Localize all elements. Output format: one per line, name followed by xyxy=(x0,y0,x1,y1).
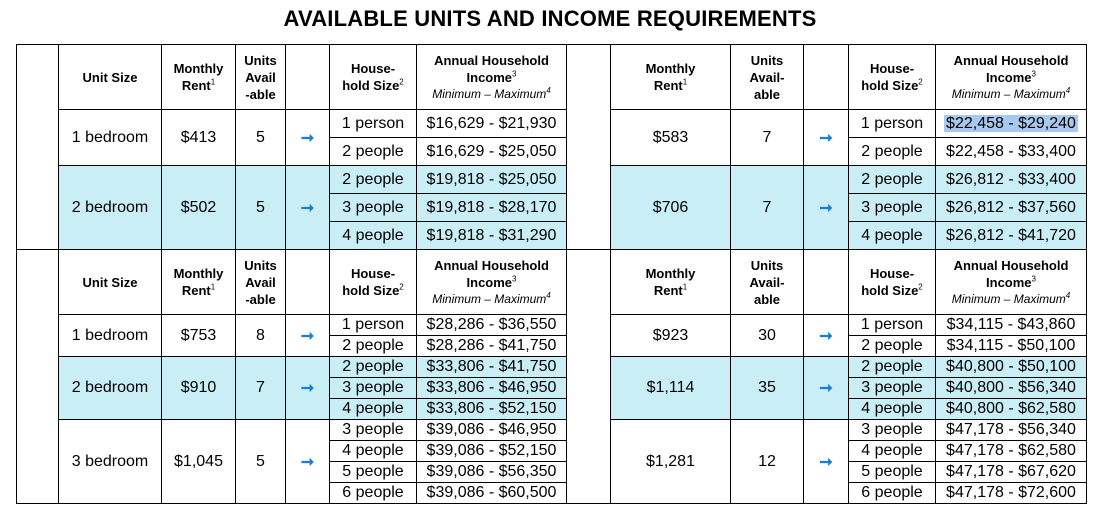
income-cell: $33,806 - $41,750 xyxy=(417,357,567,378)
section-label-50-ami xyxy=(17,250,59,504)
table-row xyxy=(17,357,1087,378)
income-cell: $47,178 - $62,580 xyxy=(936,441,1087,462)
arrow-right-icon: ➞ xyxy=(804,110,849,166)
household-cell: 2 people xyxy=(330,166,417,194)
header-monthly-rent: Monthly Rent$^1$ xyxy=(162,250,236,315)
units-cell: 7 xyxy=(731,110,804,166)
income-cell: $33,806 - $46,950 xyxy=(417,378,567,399)
income-cell: $19,818 - $31,290 xyxy=(417,222,567,250)
header-annual-income: Annual Household Income$^3$ Minimum – Maximum$^4$ xyxy=(417,250,567,315)
household-cell: 3 people xyxy=(849,420,936,441)
income-cell: $34,115 - $43,860 xyxy=(936,315,1087,336)
income-cell: $34,115 - $50,100 xyxy=(936,336,1087,357)
household-cell: 4 people xyxy=(330,399,417,420)
income-cell: $33,806 - $52,150 xyxy=(417,399,567,420)
rent-cell: $583 xyxy=(611,110,731,166)
household-cell: 3 people xyxy=(330,420,417,441)
units-cell: 7 xyxy=(236,357,286,420)
rent-cell: $413 xyxy=(162,110,236,166)
header-annual-income: Annual Household Income$^3$ Minimum – Maximum$^4$ xyxy=(936,250,1087,315)
household-cell: 5 people xyxy=(849,462,936,483)
table-row xyxy=(17,110,1087,138)
arrow-right-icon: ➞ xyxy=(286,420,330,504)
units-cell: 5 xyxy=(236,420,286,504)
rent-cell: $706 xyxy=(611,166,731,250)
unit-size-cell: 1 bedroom xyxy=(59,110,162,166)
header-annual-income: Annual Household Income$^3$ Minimum – Maximum$^4$ xyxy=(936,45,1087,110)
rent-cell: $1,114 xyxy=(611,357,731,420)
income-cell: $26,812 - $37,560 xyxy=(936,194,1087,222)
units-cell: 5 xyxy=(236,166,286,250)
header-monthly-rent: Monthly Rent$^1$ xyxy=(611,45,731,110)
income-cell: $39,086 - $52,150 xyxy=(417,441,567,462)
arrow-right-icon: ➞ xyxy=(286,315,330,357)
arrow-right-icon: ➞ xyxy=(286,166,330,250)
selected-text-highlight[interactable]: $22,458 - $29,240 xyxy=(946,114,1076,132)
income-cell: $40,800 - $56,340 xyxy=(936,378,1087,399)
unit-size-cell: 1 bedroom xyxy=(59,315,162,357)
income-cell: $39,086 - $60,500 xyxy=(417,483,567,504)
income-cell: $40,800 - $62,580 xyxy=(936,399,1087,420)
income-cell: $16,629 - $25,050 xyxy=(417,138,567,166)
rent-cell: $1,281 xyxy=(611,420,731,504)
household-cell: 2 people xyxy=(849,138,936,166)
header-arrow-blank xyxy=(804,45,849,110)
header-monthly-rent: Monthly Rent$^1$ xyxy=(162,45,236,110)
household-cell: 2 people xyxy=(330,336,417,357)
units-cell: 8 xyxy=(236,315,286,357)
household-cell: 4 people xyxy=(330,222,417,250)
household-cell: 1 person xyxy=(849,315,936,336)
section-label-30-ami xyxy=(17,45,59,250)
table-header-row xyxy=(17,45,1087,110)
income-cell: $16,629 - $21,930 xyxy=(417,110,567,138)
header-units-available: Units Avail -able xyxy=(236,45,286,110)
household-cell: 2 people xyxy=(849,357,936,378)
unit-size-cell: 2 bedroom xyxy=(59,357,162,420)
header-household-size: House- hold Size$^2$ xyxy=(330,250,417,315)
income-cell: $28,286 - $41,750 xyxy=(417,336,567,357)
income-cell: $40,800 - $50,100 xyxy=(936,357,1087,378)
arrow-right-icon: ➞ xyxy=(804,420,849,504)
household-cell: 1 person xyxy=(849,110,936,138)
table-row xyxy=(17,166,1087,194)
header-arrow-blank xyxy=(286,250,330,315)
header-units-available: Units Avail- able xyxy=(731,45,804,110)
units-income-table xyxy=(16,44,1087,504)
income-cell xyxy=(936,110,1087,138)
units-cell: 35 xyxy=(731,357,804,420)
household-cell: 1 person xyxy=(330,110,417,138)
header-arrow-blank xyxy=(804,250,849,315)
header-arrow-blank xyxy=(286,45,330,110)
household-cell: 2 people xyxy=(849,336,936,357)
household-cell: 4 people xyxy=(849,399,936,420)
units-cell: 30 xyxy=(731,315,804,357)
household-cell: 4 people xyxy=(849,222,936,250)
table-row xyxy=(17,420,1087,441)
page-title: AVAILABLE UNITS AND INCOME REQUIREMENTS xyxy=(283,6,817,31)
section-label-40-ami xyxy=(567,45,611,250)
household-cell: 6 people xyxy=(849,483,936,504)
units-cell: 5 xyxy=(236,110,286,166)
header-units-available: Units Avail- able xyxy=(731,250,804,315)
rent-cell: $753 xyxy=(162,315,236,357)
table-row xyxy=(17,315,1087,336)
header-units-available: Units Avail -able xyxy=(236,250,286,315)
income-cell: $28,286 - $36,550 xyxy=(417,315,567,336)
income-cell: $19,818 - $28,170 xyxy=(417,194,567,222)
income-cell: $47,178 - $56,340 xyxy=(936,420,1087,441)
header-household-size: House- hold Size$^2$ xyxy=(849,250,936,315)
income-cell: $26,812 - $33,400 xyxy=(936,166,1087,194)
income-cell: $39,086 - $56,350 xyxy=(417,462,567,483)
header-unit-size: Unit Size xyxy=(59,250,162,315)
header-household-size: House- hold Size$^2$ xyxy=(849,45,936,110)
income-cell: $19,818 - $25,050 xyxy=(417,166,567,194)
income-cell: $22,458 - $33,400 xyxy=(936,138,1087,166)
income-cell: $26,812 - $41,720 xyxy=(936,222,1087,250)
header-annual-income: Annual Household Income$^3$ Minimum – Maximum$^4$ xyxy=(417,45,567,110)
unit-size-cell: 3 bedroom xyxy=(59,420,162,504)
rent-cell: $910 xyxy=(162,357,236,420)
household-cell: 2 people xyxy=(330,357,417,378)
income-cell: $47,178 - $67,620 xyxy=(936,462,1087,483)
header-unit-size: Unit Size xyxy=(59,45,162,110)
income-cell: $39,086 - $46,950 xyxy=(417,420,567,441)
section-label-60-ami xyxy=(567,250,611,504)
household-cell: 4 people xyxy=(330,441,417,462)
arrow-right-icon: ➞ xyxy=(804,357,849,420)
rent-cell: $923 xyxy=(611,315,731,357)
household-cell: 2 people xyxy=(849,166,936,194)
household-cell: 4 people xyxy=(849,441,936,462)
header-monthly-rent: Monthly Rent$^1$ xyxy=(611,250,731,315)
arrow-right-icon: ➞ xyxy=(804,166,849,250)
rent-cell: $502 xyxy=(162,166,236,250)
arrow-right-icon: ➞ xyxy=(286,357,330,420)
household-cell: 3 people xyxy=(330,194,417,222)
header-household-size: House- hold Size$^2$ xyxy=(330,45,417,110)
unit-size-cell: 2 bedroom xyxy=(59,166,162,250)
arrow-right-icon: ➞ xyxy=(804,315,849,357)
household-cell: 5 people xyxy=(330,462,417,483)
household-cell: 2 people xyxy=(330,138,417,166)
units-cell: 12 xyxy=(731,420,804,504)
household-cell: 1 person xyxy=(330,315,417,336)
household-cell: 3 people xyxy=(849,194,936,222)
arrow-right-icon: ➞ xyxy=(286,110,330,166)
table-header-row xyxy=(17,250,1087,315)
household-cell: 3 people xyxy=(330,378,417,399)
units-cell: 7 xyxy=(731,166,804,250)
rent-cell: $1,045 xyxy=(162,420,236,504)
household-cell: 3 people xyxy=(849,378,936,399)
household-cell: 6 people xyxy=(330,483,417,504)
income-cell: $47,178 - $72,600 xyxy=(936,483,1087,504)
